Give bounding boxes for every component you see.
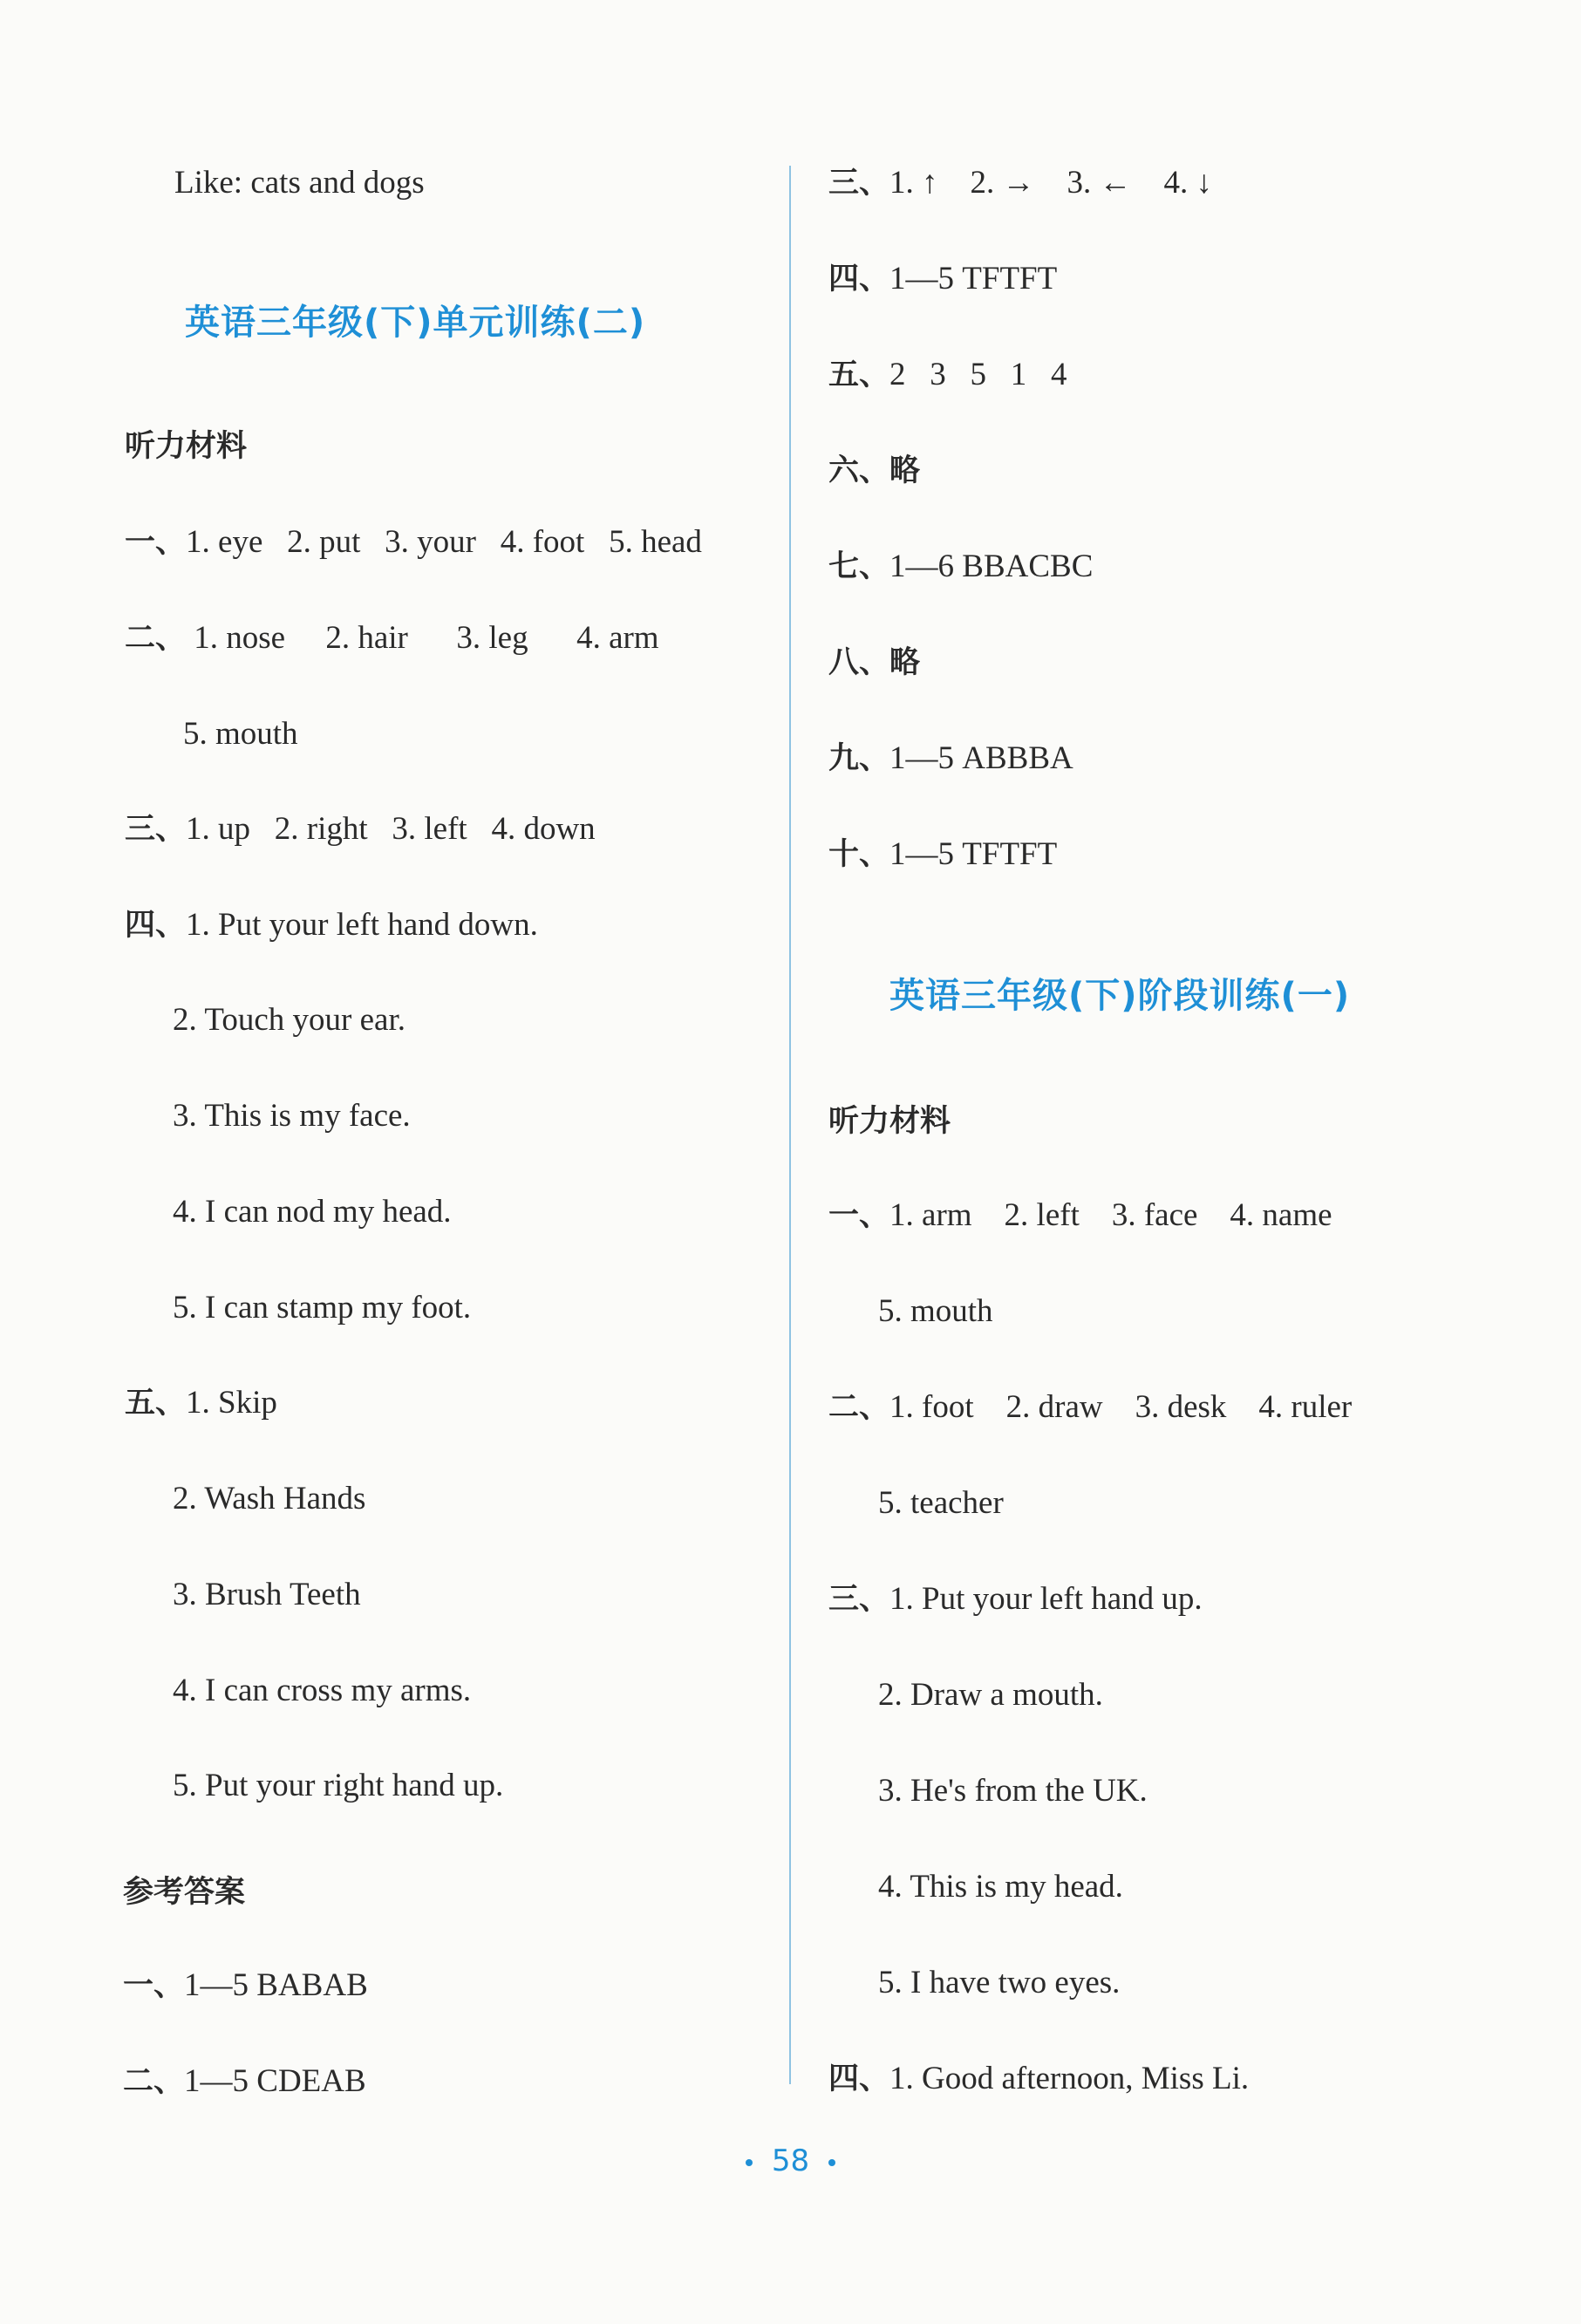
list-item: 4. I can cross my arms. [173, 1673, 472, 1708]
bullet-icon [746, 2159, 753, 2166]
list-item: 四、1—5 TFTFT [828, 261, 1058, 296]
list-item: 三、1. ↑ 2. → 3. ← 4. ↓ [828, 165, 1213, 201]
list-item: 5. mouth [878, 1293, 993, 1329]
list-item: 2. Wash Hands [173, 1481, 366, 1516]
list-item: 十、1—5 TFTFT [828, 836, 1058, 872]
list-item: 5. I can stamp my foot. [173, 1290, 472, 1326]
section-heading-right: 英语三年级(下)阶段训练(一) [889, 976, 1351, 1016]
list-item: 3. This is my face. [173, 1098, 411, 1134]
page-number [0, 2143, 1581, 2178]
list-item: 二、 1. nose 2. hair 3. leg 4. arm [125, 620, 659, 656]
list-item: 四、1. Put your left hand down. [125, 907, 538, 943]
bullet-icon [828, 2159, 835, 2166]
list-item: 4. I can nod my head. [173, 1194, 452, 1230]
section-heading-left: 英语三年级(下)单元训练(二) [185, 303, 646, 343]
list-item: 5. Put your right hand up. [173, 1768, 504, 1803]
answers-title-left: 参考答案 [123, 1875, 246, 1910]
list-item: 5. mouth [183, 716, 298, 752]
list-item: 八、略 [828, 645, 921, 680]
list-item: 3. He's from the UK. [878, 1773, 1148, 1809]
list-item: 五、2 3 5 1 4 [828, 357, 1067, 392]
list-item: 4. This is my head. [878, 1869, 1123, 1905]
list-item: 七、1—6 BBACBC [828, 549, 1094, 584]
list-item: 5. teacher [878, 1485, 1004, 1521]
list-item: 二、1. foot 2. draw 3. desk 4. ruler [828, 1389, 1353, 1425]
list-item: 3. Brush Teeth [173, 1577, 361, 1612]
list-item: 六、略 [828, 453, 921, 488]
list-item: 一、1. arm 2. left 3. face 4. name [828, 1197, 1332, 1233]
listening-title-right: 听力材料 [828, 1104, 951, 1139]
list-item: 四、1. Good afternoon, Miss Li. [828, 2061, 1250, 2096]
list-item: 三、1. Put your left hand up. [828, 1581, 1203, 1617]
list-item: 二、1—5 CDEAB [123, 2063, 366, 2099]
page-number-text: 58 [771, 2143, 810, 2178]
listening-title-left: 听力材料 [125, 429, 248, 464]
list-item: 2. Touch your ear. [173, 1002, 405, 1038]
list-item: 九、1—5 ABBBA [828, 740, 1073, 776]
list-item: 三、1. up 2. right 3. left 4. down [125, 811, 596, 847]
list-item: 五、1. Skip [125, 1385, 277, 1421]
list-item: 5. I have two eyes. [878, 1965, 1121, 2000]
list-item: 一、1—5 BABAB [123, 1967, 368, 2003]
list-item: 2. Draw a mouth. [878, 1677, 1103, 1713]
column-divider [789, 166, 791, 2084]
list-item: 一、1. eye 2. put 3. your 4. foot 5. head [125, 524, 702, 560]
intro-line: Like: cats and dogs [174, 165, 425, 201]
